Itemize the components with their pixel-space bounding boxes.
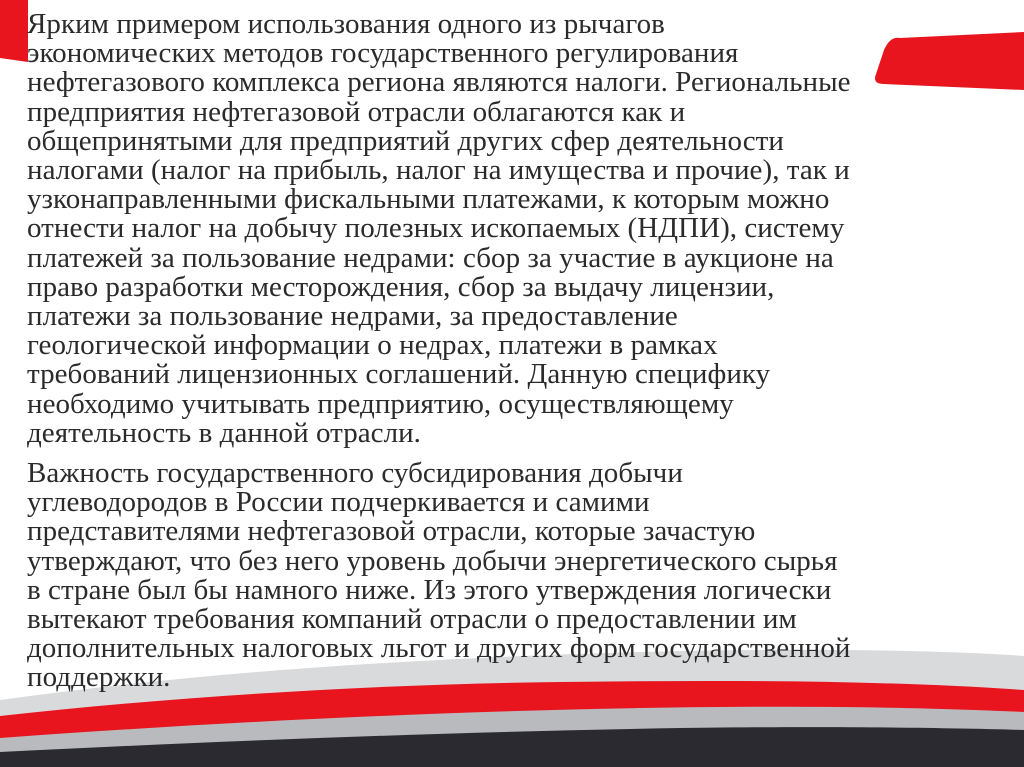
- text-line: платежей за пользование недрами: сбор за участие в аукционе на: [27, 241, 834, 274]
- text-line: в стране был бы намного ниже. Из этого утверждения логически: [27, 573, 832, 606]
- text-line: представителями нефтегазовой отрасли, которые зачастую: [27, 515, 756, 548]
- text-line: деятельность в данной отрасли.: [27, 416, 421, 449]
- text-line: углеводородов в России подчеркивается и самими: [27, 486, 650, 519]
- text-line: требований лицензионных соглашений. Данную специфику: [27, 358, 771, 391]
- text-line: геологической информации о недрах, платежи в рамках: [27, 329, 718, 362]
- text-line: вытекают требования компаний отрасли о предоставлении им: [27, 603, 797, 636]
- text-line: предприятия нефтегазовой отрасли облагаются как и: [27, 95, 686, 128]
- text-line: поддержки.: [27, 661, 171, 694]
- paragraph-taxes: [27, 10, 1007, 448]
- text-line: дополнительных налоговых льгот и других форм государственной: [27, 632, 851, 665]
- text-line: узконаправленными фискальными платежами, к которым можно: [27, 183, 830, 216]
- text-line: Ярким примером использования одного из рычагов: [27, 8, 665, 40]
- text-line: необходимо учитывать предприятию, осуществляющему: [27, 387, 734, 420]
- text-line: экономических методов государственного регулирования: [27, 37, 739, 70]
- text-line: утверждают, что без него уровень добычи энергетического сырья: [27, 544, 838, 577]
- text-line: налогами (налог на прибыль, налог на имущества и прочие), так и: [27, 154, 850, 187]
- top-left-red-shape: [0, 0, 28, 62]
- text-line: общепринятыми для предприятий других сфер деятельности: [27, 124, 784, 157]
- text-line: отнести налог на добычу полезных ископаемых (НДПИ), систему: [27, 212, 845, 245]
- text-line: нефтегазового комплекса региона являются налоги. Региональные: [27, 66, 851, 99]
- text-line: право разработки месторождения, сбор за выдачу лицензии,: [27, 270, 775, 303]
- slide-body-text: [27, 10, 1007, 693]
- text-line: платежи за пользование недрами, за предоставление: [27, 300, 678, 333]
- text-line: Важность государственного субсидирования добычи: [27, 457, 683, 490]
- paragraph-subsidies: [27, 459, 1007, 693]
